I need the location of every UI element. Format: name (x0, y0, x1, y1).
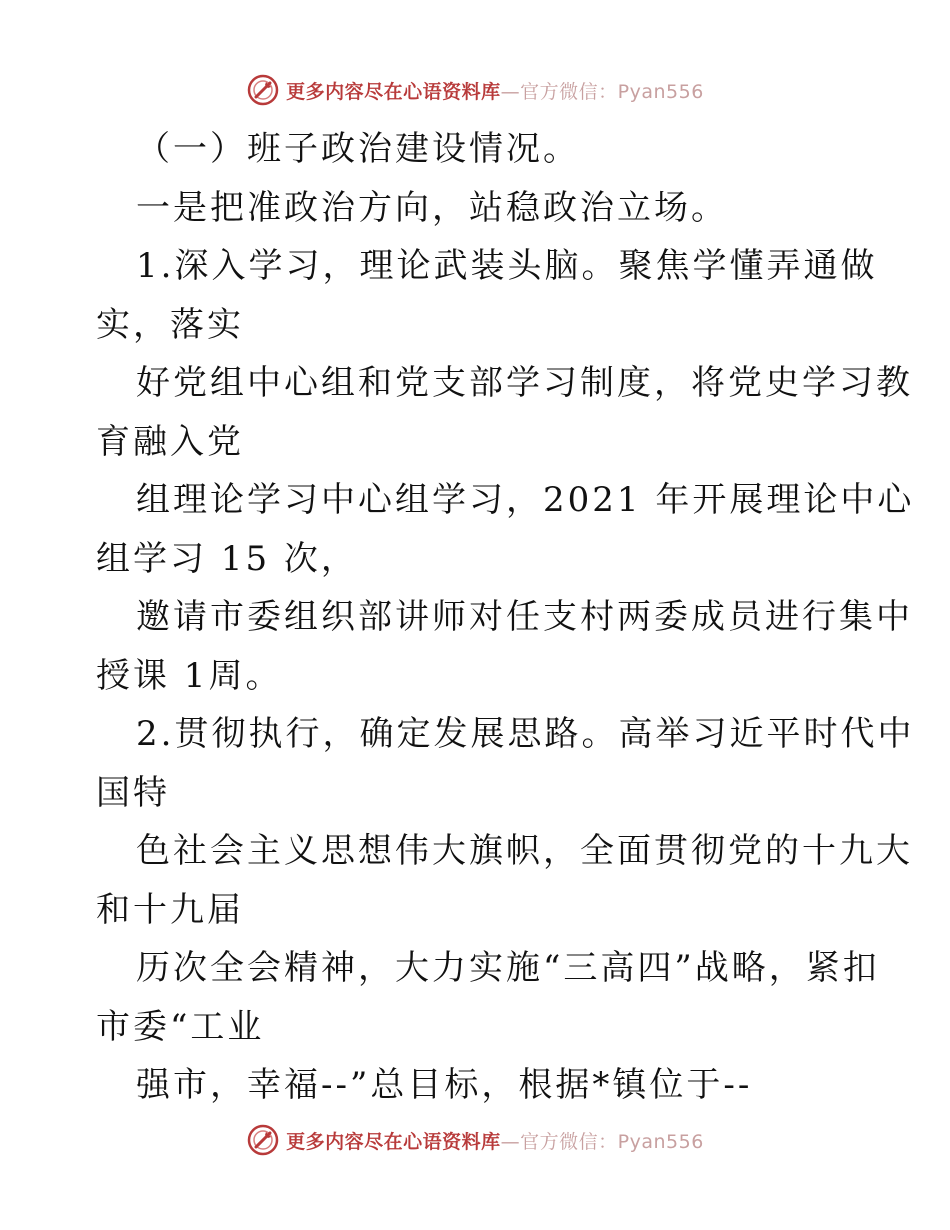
body-line: 历次全会精神，大力实施“三高四”战略，紧扣 (136, 948, 880, 988)
body-line: 一是把准政治方向，站稳政治立场。 (136, 187, 728, 228)
body-line: 邀请市委组织部讲师对任支村两委成员进行集中 (136, 597, 913, 637)
footer-watermark-rest: —官方微信：Pyan556 (500, 1130, 704, 1153)
seal-logo-icon (246, 73, 280, 107)
body-line: 和十九届 (96, 889, 244, 930)
footer-watermark-emphasis: 更多内容尽在心语资料库 (286, 1130, 501, 1153)
body-text (96, 120, 915, 1115)
header-watermark-rest: —官方微信：Pyan556 (500, 80, 704, 103)
body-line: 好党组中心组和党支部学习制度，将党史学习教 (136, 363, 913, 403)
body-line: 实，落实 (96, 304, 244, 345)
header-watermark (0, 70, 950, 110)
body-line: 强市，幸福--”总目标，根据*镇位于-- (136, 1065, 753, 1105)
body-line: 组学习 15 次， (96, 538, 358, 579)
body-line: 组理论学习中心组学习，2021 年开展理论中心 (136, 480, 915, 520)
body-line: 1.深入学习，理论武装头脑。聚焦学懂弄通做 (136, 246, 878, 286)
header-watermark-emphasis: 更多内容尽在心语资料库 (286, 80, 501, 103)
body-line: （一）班子政治建设情况。 (136, 129, 580, 169)
footer-watermark (0, 1120, 950, 1160)
body-line: 授课 1周。 (96, 655, 283, 696)
body-line: 色社会主义思想伟大旗帜，全面贯彻党的十九大 (136, 831, 913, 871)
seal-logo-icon (246, 1123, 280, 1157)
body-line: 市委“工业 (96, 1006, 265, 1047)
body-line: 国特 (96, 772, 170, 813)
body-line: 育融入党 (96, 421, 244, 462)
body-line: 2.贯彻执行，确定发展思路。高举习近平时代中 (136, 714, 915, 754)
